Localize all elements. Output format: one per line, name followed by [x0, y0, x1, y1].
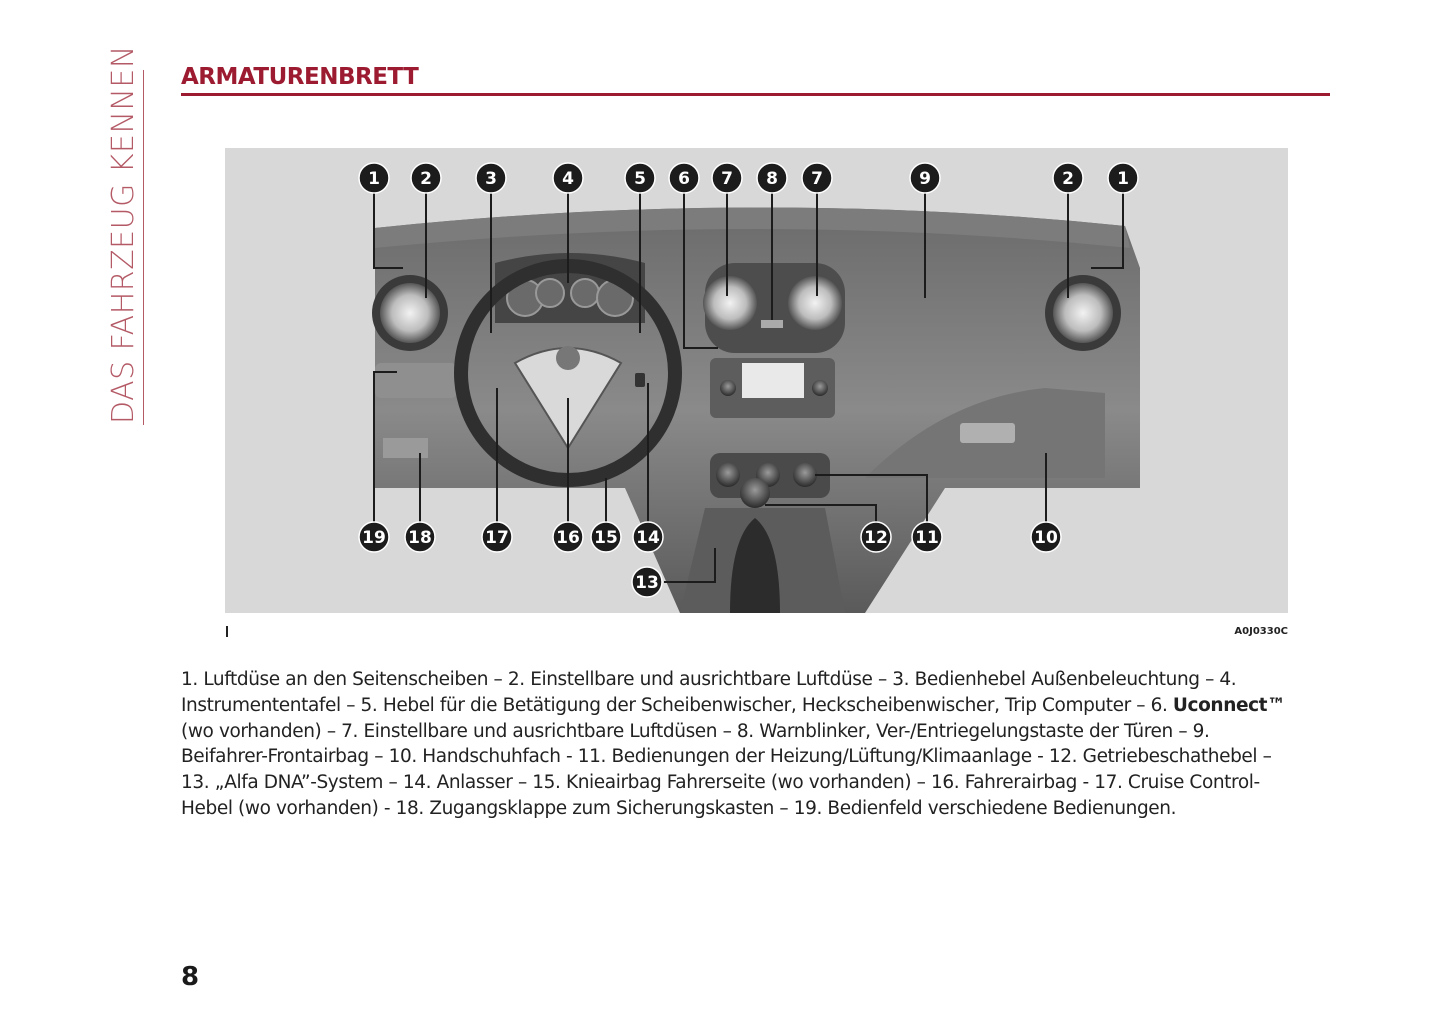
- side-vent-left: [380, 283, 440, 343]
- callout-1-right: [1108, 163, 1138, 193]
- callout-13: [632, 567, 662, 597]
- section-title: ARMATURENBRETT: [181, 64, 419, 90]
- callout-3: [476, 163, 506, 193]
- section-title-rule: [181, 93, 1330, 96]
- svg-text:8: 8: [766, 169, 778, 189]
- svg-text:13: 13: [635, 573, 659, 593]
- callout-8: [757, 163, 787, 193]
- svg-text:5: 5: [634, 169, 646, 189]
- svg-text:2: 2: [1062, 169, 1074, 189]
- callout-6: [669, 163, 699, 193]
- callout-7-right: [802, 163, 832, 193]
- svg-text:2: 2: [420, 169, 432, 189]
- svg-text:7: 7: [811, 169, 823, 189]
- svg-text:11: 11: [915, 528, 939, 548]
- callout-14: [633, 522, 663, 552]
- callout-12: [861, 522, 891, 552]
- svg-text:14: 14: [636, 528, 660, 548]
- callout-2-right: [1053, 163, 1083, 193]
- radio-knob-left: [720, 380, 736, 396]
- svg-text:15: 15: [594, 528, 618, 548]
- page-number: 8: [181, 962, 200, 992]
- gauge-center-right: [571, 279, 599, 307]
- climate-knob-left: [716, 463, 740, 487]
- callout-2-left: [411, 163, 441, 193]
- center-vent-left: [703, 276, 757, 330]
- callout-9: [910, 163, 940, 193]
- side-vent-right: [1053, 283, 1113, 343]
- callout-7-left: [712, 163, 742, 193]
- svg-text:7: 7: [721, 169, 733, 189]
- glovebox-handle: [960, 423, 1015, 443]
- svg-text:4: 4: [562, 169, 574, 189]
- caption-text-part1: 1. Luftdüse an den Seitenscheiben – 2. Einstellbare und ausrichtbare Luftdüse – 3. Bedienhebel Außenbeleuchtung – 4. Instrumententafel – 5. Hebel für die Betätigung der Scheibenwischer, Heckscheibenwischer, Trip Computer – 6.: [181, 669, 1237, 716]
- callout-18: [405, 522, 435, 552]
- control-panel: [375, 363, 457, 398]
- svg-text:6: 6: [678, 169, 690, 189]
- svg-text:19: 19: [362, 528, 386, 548]
- climate-knob-right: [793, 463, 817, 487]
- ignition-switch: [635, 373, 645, 387]
- callout-11: [912, 522, 942, 552]
- caption-brand: Uconnect™: [1172, 694, 1286, 716]
- figure-caption: [181, 667, 1291, 822]
- hazard-button: [761, 320, 783, 328]
- svg-text:1: 1: [368, 169, 380, 189]
- svg-text:12: 12: [864, 528, 888, 548]
- svg-text:1: 1: [1117, 169, 1129, 189]
- chapter-side-title: DAS FAHRZEUG KENNEN: [106, 45, 141, 424]
- caption-text-part2: (wo vorhanden) – 7. Einstellbare und ausrichtbare Luftdüsen – 8. Warnblinker, Ver-/Entriegelungstaste der Türen – 9. Beifahrer-Frontairbag – 10. Handschuhfach - 11. Bedienungen der Heizung/Lüftung/Klimaanlage - 12. Getriebeschathebel – 13. „Alfa DNA”-System – 14. Anlasser – 15. Knieairbag Fahrerseite (wo vorhanden) – 16. Fahrerairbag - 17. Cruise Control-Hebel (wo vorhanden) - 18. Zugangsklappe zum Sicherungskasten – 19. Bedienfeld verschiedene Bedienungen.: [181, 720, 1272, 819]
- chapter-side-rule: [143, 70, 144, 425]
- svg-text:18: 18: [408, 528, 432, 548]
- radio-knob-right: [812, 380, 828, 396]
- callout-19: [359, 522, 389, 552]
- fuse-box-flap: [383, 438, 428, 458]
- callout-10: [1031, 522, 1061, 552]
- callout-17: [482, 522, 512, 552]
- dashboard-figure: [225, 148, 1288, 613]
- callout-16: [553, 522, 583, 552]
- figure-code: A0J0330C: [1234, 626, 1288, 637]
- svg-text:10: 10: [1034, 528, 1058, 548]
- steering-wheel-logo: [556, 346, 580, 370]
- svg-text:9: 9: [919, 169, 931, 189]
- svg-text:17: 17: [485, 528, 509, 548]
- figure-tick-mark: [226, 626, 228, 637]
- callout-4: [553, 163, 583, 193]
- callout-1-left: [359, 163, 389, 193]
- svg-text:16: 16: [556, 528, 580, 548]
- callout-5: [625, 163, 655, 193]
- gauge-center-left: [536, 279, 564, 307]
- dashboard-illustration: [225, 148, 1288, 613]
- radio-display: [742, 363, 804, 398]
- svg-text:3: 3: [485, 169, 497, 189]
- callout-15: [591, 522, 621, 552]
- gear-knob: [740, 478, 770, 508]
- center-vent-right: [788, 276, 842, 330]
